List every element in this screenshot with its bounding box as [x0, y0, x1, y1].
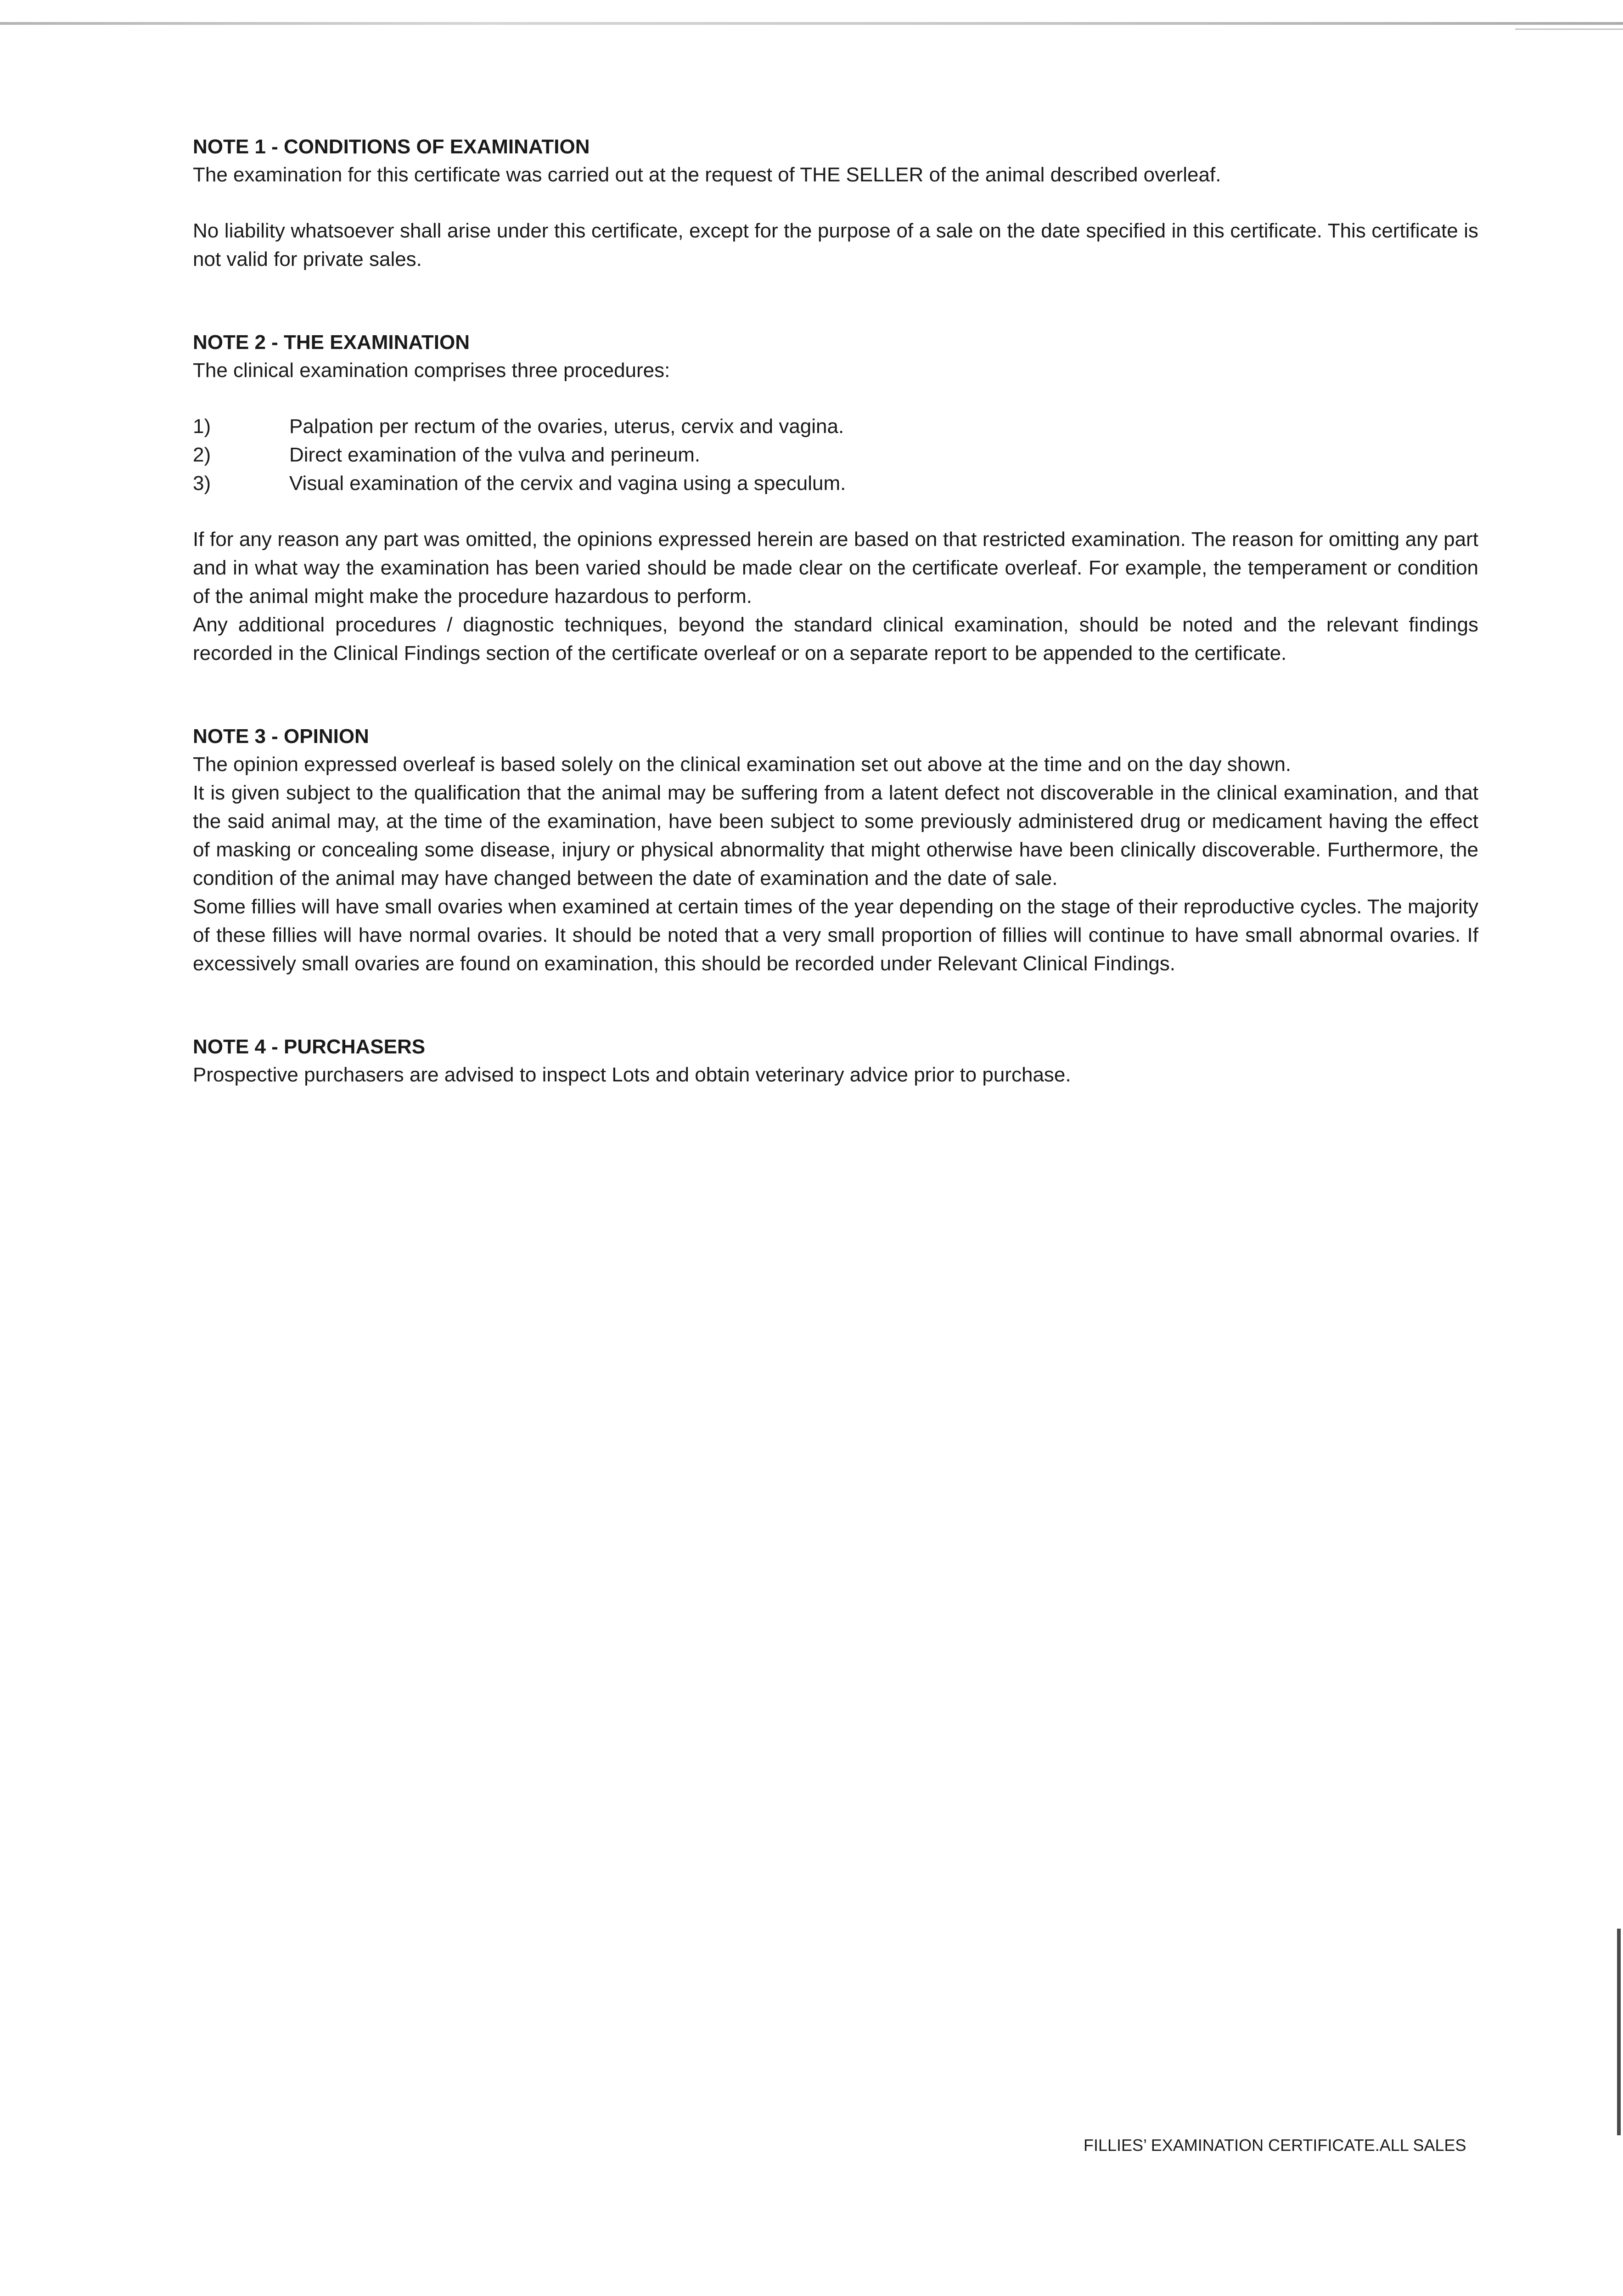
- note-2: [193, 329, 1478, 668]
- note-3-paragraph-2: It is given subject to the qualification that the animal may be suffering from a latent defect not discoverable in the clinical examination, and that the said animal may, at the time of the examination, have been subject to some previously administered drug or medicament having the effect of masking or concealing some disease, injury or physical abnormality that might otherwise have been clinically discoverable. Furthermore, the condition of the animal may have changed between the date of examination and the date of sale.: [193, 782, 1478, 889]
- note-2-paragraph-2: Any additional procedures / diagnostic techniques, beyond the standard clinical examination, should be noted and the relevant findings recorded in the Clinical Findings section of the certificate overleaf or on a separate report to be appended to the certificate.: [193, 613, 1478, 664]
- note-2-paragraph-1: If for any reason any part was omitted, the opinions expressed herein are based on that restricted examination. The reason for omitting any part and in what way the examination has been varied should be made clear on the certificate overleaf. For example, the temperament or condition of the animal might make the procedure hazardous to perform.: [193, 528, 1478, 608]
- note-3: [193, 723, 1478, 978]
- scan-edge-top-right: [1515, 28, 1623, 30]
- note-3-paragraph-3: Some fillies will have small ovaries when examined at certain times of the year depending on the stage of their reproductive cycles. The majority of these fillies will have normal ovaries. It should be noted that a very small proportion of fillies will continue to have small abnormal ovaries. If excessively small ovaries are found on examination, this should be recorded under Relevant Clinical Findings.: [193, 895, 1478, 975]
- list-item: [193, 441, 1478, 469]
- note-4-title: NOTE 4 - PURCHASERS: [193, 1035, 426, 1058]
- note-1-title: NOTE 1 - CONDITIONS OF EXAMINATION: [193, 135, 590, 158]
- list-item-number: 2): [193, 444, 211, 466]
- note-4: [193, 1033, 1478, 1089]
- scan-edge-right: [1617, 1929, 1621, 2135]
- list-item-number: 3): [193, 472, 211, 495]
- list-item-number: 1): [193, 415, 211, 438]
- note-2-title: NOTE 2 - THE EXAMINATION: [193, 331, 470, 354]
- procedure-list: [193, 412, 1478, 498]
- note-2-intro: The clinical examination comprises three procedures:: [193, 359, 670, 382]
- list-item: [193, 412, 1478, 441]
- note-3-title: NOTE 3 - OPINION: [193, 725, 369, 748]
- note-1: [193, 133, 1478, 274]
- scan-edge-top: [0, 22, 1623, 25]
- list-item: [193, 469, 1478, 498]
- note-1-paragraph-2: No liability whatsoever shall arise under this certificate, except for the purpose of a sale on the date specified in this certificate. This certificate is not valid for private sales.: [193, 219, 1478, 270]
- note-3-paragraph-1: The opinion expressed overleaf is based solely on the clinical examination set out above at the time and on the day shown.: [193, 753, 1292, 776]
- note-1-paragraph-1: The examination for this certificate was carried out at the request of THE SELLER of the animal described overleaf.: [193, 163, 1221, 186]
- list-item-text: Visual examination of the cervix and vagina using a speculum.: [289, 472, 846, 495]
- page-footer: FILLIES’ EXAMINATION CERTIFICATE.ALL SALES: [1084, 2136, 1466, 2155]
- document-body: [193, 133, 1478, 1089]
- list-item-text: Direct examination of the vulva and perineum.: [289, 444, 701, 466]
- note-4-paragraph-1: Prospective purchasers are advised to inspect Lots and obtain veterinary advice prior to purchase.: [193, 1064, 1071, 1086]
- list-item-text: Palpation per rectum of the ovaries, uterus, cervix and vagina.: [289, 415, 844, 438]
